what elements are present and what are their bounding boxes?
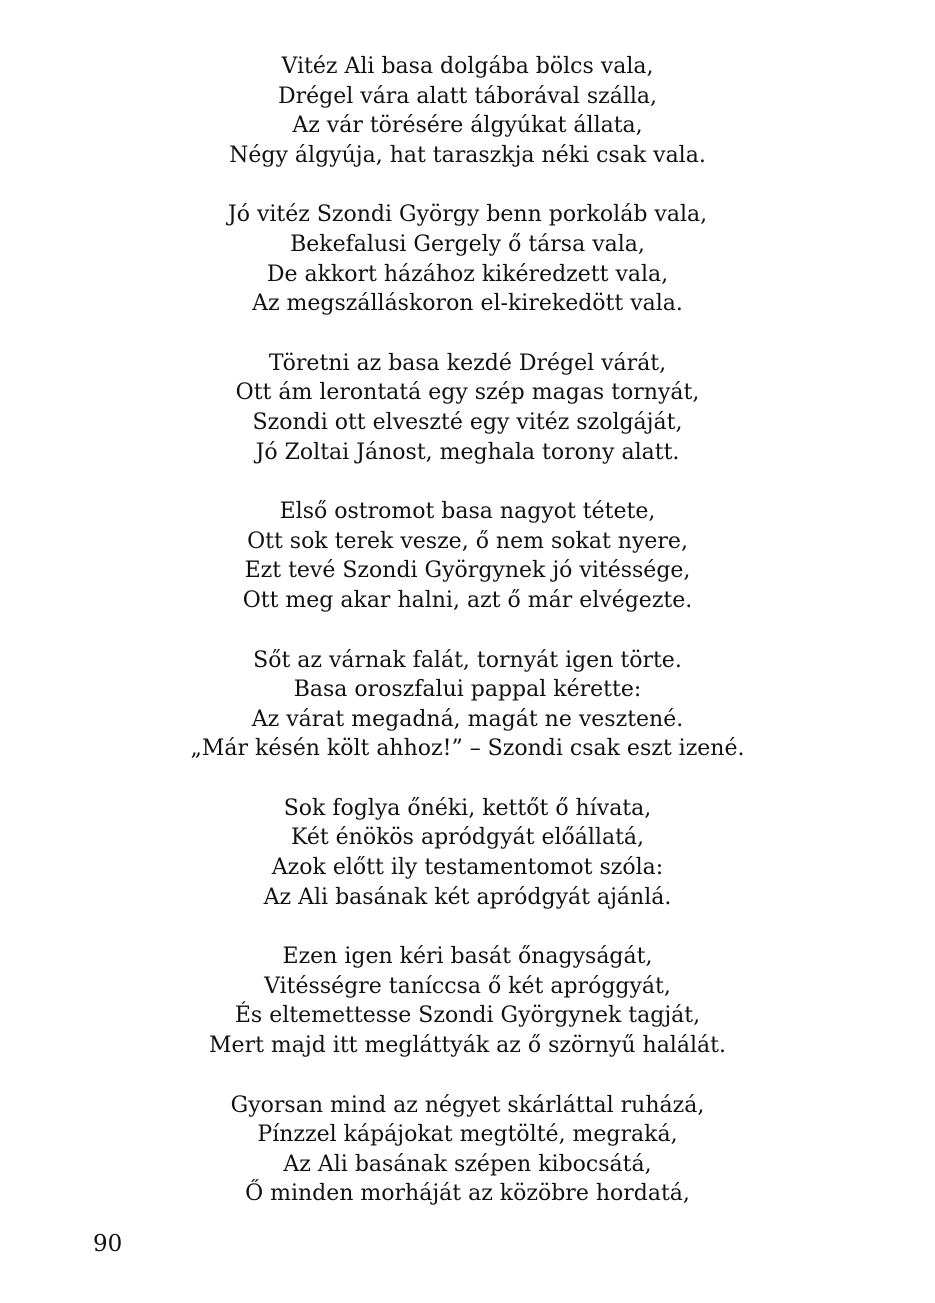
poem-line: Ott meg akar halni, azt ő már elvégezte.: [242, 587, 693, 613]
poem-line: Azok előtt ily testamentomot szóla:: [271, 855, 664, 881]
poem-line: Ezen igen kéri basát őnagyságát,: [282, 944, 653, 970]
poem-line: És eltemettesse Szondi Györgynek tagját,: [234, 1003, 701, 1029]
poem-text: [0, 52, 935, 1239]
poem-line: Vitéz Ali basa dolgába bölcs vala,: [281, 54, 654, 79]
stanza-5: [0, 646, 935, 764]
poem-line: Jó Zoltai Jánost, meghala torony alatt.: [255, 439, 680, 465]
poem-line: Ezt tevé Szondi Györgynek jó vitéssége,: [244, 558, 691, 584]
poem-line: „Már késén költ ahhoz!” – Szondi csak eszt izené.: [190, 736, 745, 762]
poem-line: Első ostromot basa nagyot tétete,: [279, 499, 656, 525]
stanza-4: [0, 497, 935, 615]
poem-line: Jó vitéz Szondi György benn porkoláb vala,: [227, 202, 708, 228]
poem-line: Basa oroszfalui pappal kérette:: [293, 677, 642, 703]
stanza-2: [0, 200, 935, 318]
poem-line: Az várat megadná, magát ne vesztené.: [251, 706, 684, 732]
stanza-8: [0, 1091, 935, 1209]
page-number: 90: [93, 1231, 123, 1257]
poem-line: De akkort házához kikéredzett vala,: [266, 261, 669, 287]
poem-line: Négy álgyúja, hat taraszkja néki csak vala.: [229, 142, 706, 168]
poem-line: Az vár törésére álgyúkat állata,: [292, 113, 643, 139]
poem-line: Vitésségre taníccsa ő két apróggyát,: [264, 973, 671, 999]
poem-line: Töretni az basa kezdé Drégel várát,: [268, 350, 667, 376]
poem-line: Ott sok terek vesze, ő nem sokat nyere,: [247, 528, 688, 554]
poem-line: Az Ali basának két apródgyát ajánlá.: [263, 884, 672, 910]
poem-line: Ő minden morháját az közöbre hordatá,: [245, 1181, 690, 1207]
poem-line: Szondi ott elveszté egy vitéz szolgáját,: [252, 409, 683, 435]
poem-line: Gyorsan mind az négyet skárláttal ruházá,: [230, 1092, 705, 1118]
poem-line: Két énökös apródgyát előállatá,: [290, 825, 645, 851]
stanza-1: [0, 52, 935, 170]
poem-line: Sok foglya őnéki, kettőt ő hívata,: [283, 795, 652, 821]
poem-line: Mert majd itt megláttyák az ő szörnyű halálát.: [209, 1033, 726, 1059]
poem-line: Ott ám lerontatá egy szép magas tornyát,: [235, 380, 700, 406]
poem-line: Bekefalusi Gergely ő társa vala,: [290, 231, 645, 257]
stanza-3: [0, 349, 935, 467]
stanza-6: [0, 794, 935, 912]
poem-line: Az Ali basának szépen kibocsátá,: [283, 1151, 652, 1177]
poem-line: Pínzzel kápájokat megtölté, megraká,: [257, 1122, 678, 1148]
poem-line: Sőt az várnak falát, tornyát igen törte.: [253, 647, 682, 673]
poem-line: Drégel vára alatt táborával szálla,: [277, 83, 658, 109]
poem-line: Az megszálláskoron el-kirekedött vala.: [252, 291, 683, 317]
stanza-7: [0, 942, 935, 1060]
